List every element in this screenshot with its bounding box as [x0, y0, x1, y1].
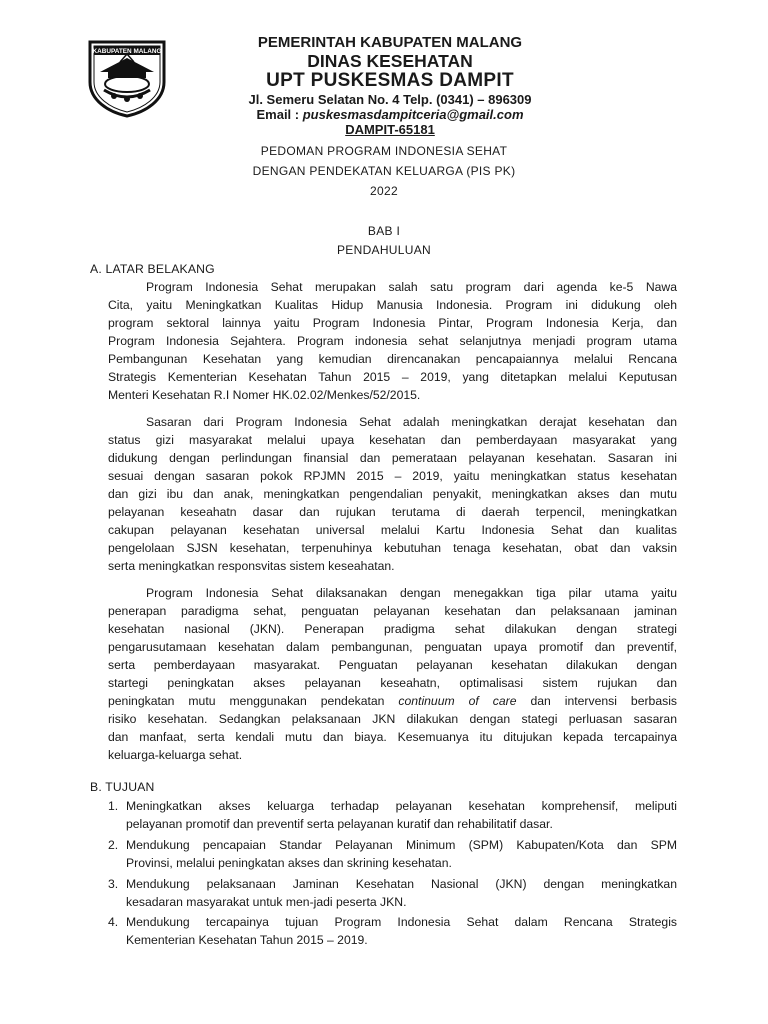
paragraph-line: cakupan pelayanan kesehatan universal melalui Kartu Indonesia Sehat dan kualitas	[108, 523, 677, 537]
doc-title-year: 2022	[370, 184, 398, 198]
paragraph-line: Menteri Kesehatan R.I Nomer HK.02.02/Menkes/52/2015.	[108, 388, 421, 402]
paragraph-line: kesehatan nasional (JKN). Penerapan pradigma sehat dilakukan dengan strategi	[108, 622, 677, 636]
paragraph-line: dan manfaat, serta kendali mutu dan biaya. Kesemuanya itu ditujukan kepada tercapainya	[108, 730, 677, 744]
paragraph-line: startegi peningkatan akses pelayanan keseahatn, optimalisasi sistem rujukan dan	[108, 676, 677, 690]
list-number: 4.	[108, 915, 119, 929]
list-item-line: Mendukung tercapainya tujuan Program Indonesia Sehat dalam Rencana Strategis	[126, 915, 677, 929]
paragraph-line: Program Indonesia Sehat merupakan salah satu program dari agenda ke-5 Nawa	[146, 280, 677, 294]
section-a-heading: A. LATAR BELAKANG	[90, 262, 215, 276]
list-item-line: Meningkatkan akses keluarga terhadap pelayanan kesehatan komprehensif, meliputi	[126, 799, 677, 813]
list-item-line: pelayanan promotif dan preventif serta pelayanan kuratif dan rehabilitatif dasar.	[126, 817, 553, 831]
kabupaten-malang-logo	[86, 38, 168, 118]
paragraph-line: pengelolaan SJSN kesehatan, terpenuhinya kebutuhan tenaga kesehatan, obat dan vaksin	[108, 541, 677, 555]
paragraph-line: dan gizi ibu dan anak, meningkatkan pengendalian penyakit, meningkatkan akses dan mutu	[108, 487, 677, 501]
paragraph-line: penerapan paradigma sehat, penguatan pelayanan kesehatan dan pelaksanaan jaminan	[108, 604, 677, 618]
email-line	[180, 107, 600, 122]
institution-name: UPT PUSKESMAS DAMPIT	[266, 70, 514, 91]
list-item-line: Provinsi, melalui peningkatan akses dan skrining kesehatan.	[126, 856, 452, 870]
paragraph-line: sesuai dengan sasaran pokok RPJMN 2015 – 2019, yaitu meningkatkan status kesehatan	[108, 469, 677, 483]
list-item-line: Kementerian Kesehatan Tahun 2015 – 2019.	[126, 933, 368, 947]
paragraph-text: peningkatan mutu menggunakan pendekatan	[108, 694, 385, 708]
government-name: PEMERINTAH KABUPATEN MALANG	[257, 34, 523, 51]
paragraph-line: Sasaran dari Program Indonesia Sehat adalah meningkatkan derajat kesehatan dan	[146, 415, 677, 429]
paragraph-line: pelayanan keseahatn dasar dan rujukan terutama di daerah terpencil, meningkatkan	[108, 505, 677, 519]
list-item-line: kesadaran masyarakat untuk men-jadi peserta JKN.	[126, 895, 407, 909]
logo-label: KABUPATEN MALANG	[92, 48, 162, 55]
list-item	[126, 875, 677, 911]
email-address: puskesmasdampitceria@gmail.com	[302, 107, 524, 122]
paragraph-line-mixed	[108, 692, 677, 710]
list-number: 1.	[108, 799, 119, 813]
list-item-line: Mendukung pencapaian Standar Pelayanan Minimum (SPM) Kabupaten/Kota dan SPM	[126, 838, 677, 852]
paragraph-line: Pembangunan Kesehatan yang kemudian direncanakan pencapaiannya melalui Rencana	[108, 352, 677, 366]
paragraph-line: Program Indonesia Sejahtera. Program indonesia sehat selanjutnya menjadi program utama	[108, 334, 677, 348]
italic-term: continuum of care	[398, 694, 517, 708]
paragraph-line: Cita, yaitu Meningkatkan Kualitas Hidup Manusia Indonesia. Program ini didukung oleh	[108, 298, 677, 312]
paragraph-line: status gizi masyarakat melalui upaya kesehatan dan pemberdayaan masyarakat yang	[108, 433, 677, 447]
address-line: Jl. Semeru Selatan No. 4 Telp. (0341) – 896309	[248, 92, 532, 107]
list-item-line: Mendukung pelaksanaan Jaminan Kesehatan Nasional (JKN) dengan meningkatkan	[126, 877, 677, 891]
doc-title-line1: PEDOMAN PROGRAM INDONESIA SEHAT	[260, 144, 508, 158]
paragraph-line: program sektoral lainnya yaitu Program Indonesia Pintar, Program Indonesia Kerja, dan	[108, 316, 677, 330]
chapter-number: BAB I	[367, 224, 401, 238]
paragraph-line: Program Indonesia Sehat dilaksanakan dengan menegakkan tiga pilar utama yaitu	[146, 586, 677, 600]
agency-name: DINAS KESEHATAN	[307, 51, 473, 71]
paragraph-1	[108, 278, 677, 404]
paragraph-line: risiko kesehatan. Sedangkan pelaksanaan JKN dilakukan dengan stategi perluasan sasaran	[108, 712, 677, 726]
email-prefix: Email :	[256, 107, 303, 122]
list-item	[126, 913, 677, 949]
paragraph-line: serta pemberdayaan masyarakat. Penguatan pelayanan kesehatan dilakukan dengan	[108, 658, 677, 672]
paragraph-3	[108, 584, 677, 764]
list-item	[126, 836, 677, 872]
letterhead	[180, 34, 600, 138]
paragraph-line: keluarga-keluarga sehat.	[108, 748, 243, 762]
paragraph-text: dan intervensi berbasis	[516, 694, 677, 708]
paragraph-line: Strategis Kementerian Kesehatan Tahun 2015 – 2019, yang ditetapkan melalui Keputusan	[108, 370, 677, 384]
paragraph-2	[108, 413, 677, 575]
doc-title-line2: DENGAN PENDEKATAN KELUARGA (PIS PK)	[252, 164, 516, 178]
section-b-heading: B. TUJUAN	[90, 780, 155, 794]
paragraph-line: didukung dengan perlindungan finansial dan pemerataan pelayanan kesehatan. Sasaran ini	[108, 451, 677, 465]
chapter-title: PENDAHULUAN	[337, 243, 431, 257]
list-number: 3.	[108, 877, 119, 891]
list-number: 2.	[108, 838, 119, 852]
paragraph-line: pengarusutamaan kesehatan dalam pembangunan, penguatan upaya promotif dan preventif,	[108, 640, 677, 654]
list-item	[126, 797, 677, 833]
postal-code: DAMPIT-65181	[345, 122, 435, 137]
paragraph-line: serta meningkatkan responsvitas sistem keseahatan.	[108, 559, 395, 573]
